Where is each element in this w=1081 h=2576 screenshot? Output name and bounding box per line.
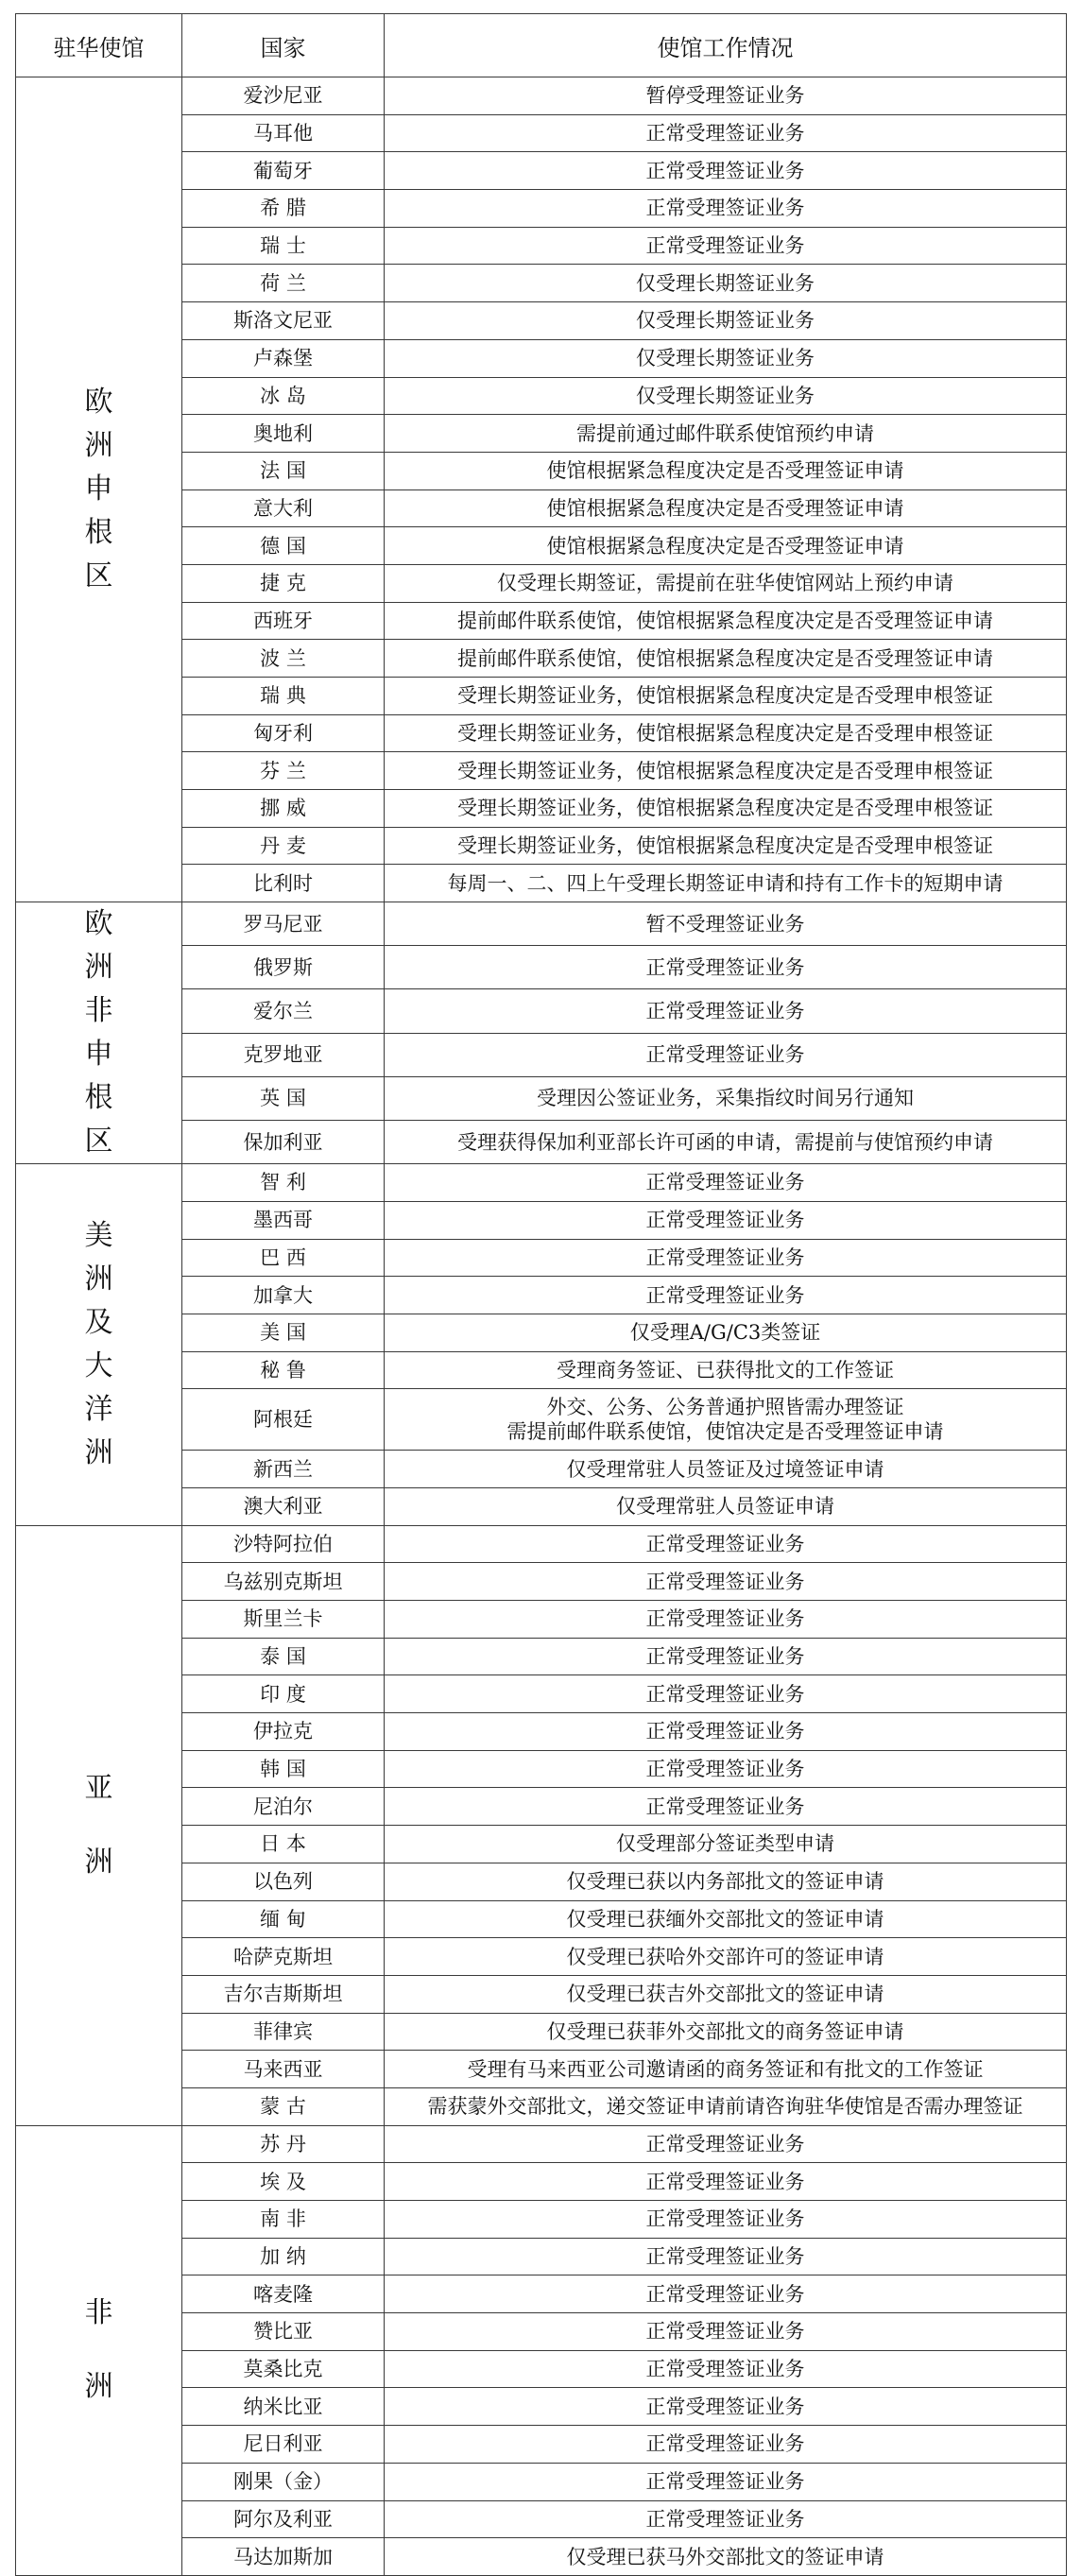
country-cell: 新西兰 [182, 1451, 385, 1488]
country-cell: 赞比亚 [182, 2313, 385, 2351]
status-cell: 受理获得保加利亚部长许可函的申请，需提前与使馆预约申请 [385, 1120, 1067, 1163]
country-cell: 捷 克 [182, 564, 385, 602]
country-cell: 印 度 [182, 1675, 385, 1713]
status-cell: 需获蒙外交部批文，递交签证申请前请咨询驻华使馆是否需办理签证 [385, 2087, 1067, 2125]
status-cell: 仅受理已获马外交部批文的签证申请 [385, 2538, 1067, 2576]
country-cell: 加拿大 [182, 1277, 385, 1314]
status-cell: 仅受理常驻人员签证及过境签证申请 [385, 1451, 1067, 1488]
status-cell: 正常受理签证业务 [385, 989, 1067, 1033]
status-cell: 正常受理签证业务 [385, 2275, 1067, 2313]
country-cell: 尼日利亚 [182, 2426, 385, 2464]
country-cell: 爱尔兰 [182, 989, 385, 1033]
status-cell: 受理长期签证业务，使馆根据紧急程度决定是否受理申根签证 [385, 827, 1067, 865]
status-cell: 仅受理已获缅外交部批文的签证申请 [385, 1900, 1067, 1938]
country-cell: 蒙 古 [182, 2087, 385, 2125]
status-cell: 使馆根据紧急程度决定是否受理签证申请 [385, 452, 1067, 489]
region-cell [16, 2125, 182, 2575]
country-cell: 希 腊 [182, 190, 385, 228]
country-cell: 克罗地亚 [182, 1033, 385, 1076]
country-cell: 乌兹别克斯坦 [182, 1563, 385, 1601]
country-cell: 哈萨克斯坦 [182, 1938, 385, 1976]
status-cell: 仅受理长期签证业务 [385, 265, 1067, 302]
status-cell: 正常受理签证业务 [385, 1201, 1067, 1239]
country-cell: 丹 麦 [182, 827, 385, 865]
table-body [16, 77, 1067, 2576]
status-cell: 正常受理签证业务 [385, 227, 1067, 265]
status-cell: 正常受理签证业务 [385, 1277, 1067, 1314]
status-cell: 提前邮件联系使馆，使馆根据紧急程度决定是否受理签证申请 [385, 640, 1067, 678]
country-cell: 德 国 [182, 527, 385, 565]
country-cell: 葡萄牙 [182, 152, 385, 190]
country-cell: 奥地利 [182, 415, 385, 453]
country-cell: 阿尔及利亚 [182, 2500, 385, 2538]
header-embassy: 驻华使馆 [16, 14, 182, 77]
country-cell: 澳大利亚 [182, 1487, 385, 1525]
country-cell: 喀麦隆 [182, 2275, 385, 2313]
region-cell [16, 1525, 182, 2125]
status-cell: 正常受理签证业务 [385, 946, 1067, 989]
status-cell: 仅受理长期签证业务 [385, 339, 1067, 377]
status-cell: 需提前通过邮件联系使馆预约申请 [385, 415, 1067, 453]
region-label: 亚洲 [84, 1771, 113, 1879]
status-cell: 仅受理A/G/C3类签证 [385, 1314, 1067, 1351]
country-cell: 匈牙利 [182, 714, 385, 752]
status-cell: 暂不受理签证业务 [385, 902, 1067, 946]
table-header [16, 14, 1067, 77]
country-cell: 智 利 [182, 1164, 385, 1202]
country-cell: 意大利 [182, 489, 385, 527]
country-cell: 沙特阿拉伯 [182, 1525, 385, 1563]
country-cell: 阿根廷 [182, 1389, 385, 1451]
region-cell [16, 902, 182, 1164]
status-cell: 正常受理签证业务 [385, 152, 1067, 190]
status-cell: 正常受理签证业务 [385, 2500, 1067, 2538]
table-row [16, 902, 1067, 946]
status-cell: 正常受理签证业务 [385, 2426, 1067, 2464]
country-cell: 巴 西 [182, 1239, 385, 1277]
region-cell [16, 77, 182, 902]
country-cell: 南 非 [182, 2201, 385, 2239]
country-cell: 马耳他 [182, 114, 385, 152]
country-cell: 芬 兰 [182, 752, 385, 790]
status-cell: 正常受理签证业务 [385, 1788, 1067, 1826]
status-cell: 正常受理签证业务 [385, 2163, 1067, 2201]
country-cell: 埃 及 [182, 2163, 385, 2201]
country-cell: 英 国 [182, 1076, 385, 1120]
country-cell: 俄罗斯 [182, 946, 385, 989]
status-cell: 正常受理签证业务 [385, 2125, 1067, 2163]
country-cell: 法 国 [182, 452, 385, 489]
country-cell: 加 纳 [182, 2238, 385, 2275]
status-cell: 仅受理部分签证类型申请 [385, 1826, 1067, 1863]
status-cell: 正常受理签证业务 [385, 2350, 1067, 2388]
table-row [16, 2125, 1067, 2163]
region-label: 欧洲非申根区 [84, 907, 113, 1159]
country-cell: 荷 兰 [182, 265, 385, 302]
status-cell: 正常受理签证业务 [385, 2201, 1067, 2239]
status-cell: 暂停受理签证业务 [385, 77, 1067, 115]
country-cell: 保加利亚 [182, 1120, 385, 1163]
status-cell: 正常受理签证业务 [385, 1033, 1067, 1076]
status-cell: 受理长期签证业务，使馆根据紧急程度决定是否受理申根签证 [385, 752, 1067, 790]
country-cell: 马来西亚 [182, 2051, 385, 2088]
status-cell: 正常受理签证业务 [385, 190, 1067, 228]
country-cell: 刚果（金） [182, 2463, 385, 2500]
status-cell: 仅受理已获哈外交部许可的签证申请 [385, 1938, 1067, 1976]
country-cell: 波 兰 [182, 640, 385, 678]
status-cell: 仅受理长期签证业务 [385, 377, 1067, 415]
country-cell: 爱沙尼亚 [182, 77, 385, 115]
status-cell: 正常受理签证业务 [385, 1638, 1067, 1675]
embassy-status-table [15, 13, 1067, 2576]
table-row [16, 77, 1067, 115]
country-cell: 莫桑比克 [182, 2350, 385, 2388]
country-cell: 斯洛文尼亚 [182, 302, 385, 340]
country-cell: 吉尔吉斯斯坦 [182, 1975, 385, 2013]
country-cell: 比利时 [182, 865, 385, 902]
header-country: 国家 [182, 14, 385, 77]
country-cell: 韩 国 [182, 1750, 385, 1788]
status-cell: 使馆根据紧急程度决定是否受理签证申请 [385, 489, 1067, 527]
status-cell: 提前邮件联系使馆，使馆根据紧急程度决定是否受理签证申请 [385, 602, 1067, 640]
country-cell: 冰 岛 [182, 377, 385, 415]
status-cell: 正常受理签证业务 [385, 1601, 1067, 1639]
country-cell: 伊拉克 [182, 1713, 385, 1751]
region-label: 欧洲申根区 [84, 386, 113, 593]
status-cell: 每周一、二、四上午受理长期签证申请和持有工作卡的短期申请 [385, 865, 1067, 902]
country-cell: 西班牙 [182, 602, 385, 640]
status-cell: 仅受理长期签证业务 [385, 302, 1067, 340]
table-row [16, 1164, 1067, 1202]
region-label: 美洲及大洋洲 [84, 1218, 113, 1469]
country-cell: 美 国 [182, 1314, 385, 1351]
country-cell: 瑞 典 [182, 678, 385, 715]
status-cell: 正常受理签证业务 [385, 1750, 1067, 1788]
country-cell: 卢森堡 [182, 339, 385, 377]
country-cell: 斯里兰卡 [182, 1601, 385, 1639]
status-cell: 受理有马来西亚公司邀请函的商务签证和有批文的工作签证 [385, 2051, 1067, 2088]
table-row [16, 1525, 1067, 1563]
country-cell: 罗马尼亚 [182, 902, 385, 946]
status-cell: 仅受理长期签证，需提前在驻华使馆网站上预约申请 [385, 564, 1067, 602]
status-cell: 正常受理签证业务 [385, 114, 1067, 152]
status-cell: 正常受理签证业务 [385, 2388, 1067, 2426]
status-cell: 仅受理已获吉外交部批文的签证申请 [385, 1975, 1067, 2013]
header-status: 使馆工作情况 [385, 14, 1067, 77]
status-cell: 仅受理已获菲外交部批文的商务签证申请 [385, 2013, 1067, 2051]
status-cell: 仅受理常驻人员签证申请 [385, 1487, 1067, 1525]
country-cell: 缅 甸 [182, 1900, 385, 1938]
status-cell: 受理长期签证业务，使馆根据紧急程度决定是否受理申根签证 [385, 678, 1067, 715]
country-cell: 秘 鲁 [182, 1351, 385, 1389]
country-cell: 马达加斯加 [182, 2538, 385, 2576]
country-cell: 尼泊尔 [182, 1788, 385, 1826]
region-label: 非洲 [84, 2296, 113, 2404]
status-cell: 正常受理签证业务 [385, 1563, 1067, 1601]
status-cell: 正常受理签证业务 [385, 2238, 1067, 2275]
status-cell: 使馆根据紧急程度决定是否受理签证申请 [385, 527, 1067, 565]
status-cell: 外交、公务、公务普通护照皆需办理签证 需提前邮件联系使馆，使馆决定是否受理签证申请 [385, 1389, 1067, 1451]
status-cell: 受理商务签证、已获得批文的工作签证 [385, 1351, 1067, 1389]
country-cell: 泰 国 [182, 1638, 385, 1675]
status-cell: 受理长期签证业务，使馆根据紧急程度决定是否受理申根签证 [385, 790, 1067, 828]
region-cell [16, 1164, 182, 1526]
country-cell: 菲律宾 [182, 2013, 385, 2051]
country-cell: 苏 丹 [182, 2125, 385, 2163]
status-cell: 正常受理签证业务 [385, 1239, 1067, 1277]
status-cell: 正常受理签证业务 [385, 1164, 1067, 1202]
status-cell: 正常受理签证业务 [385, 1525, 1067, 1563]
country-cell: 墨西哥 [182, 1201, 385, 1239]
status-cell: 正常受理签证业务 [385, 2313, 1067, 2351]
status-cell: 受理长期签证业务，使馆根据紧急程度决定是否受理申根签证 [385, 714, 1067, 752]
country-cell: 以色列 [182, 1863, 385, 1900]
country-cell: 挪 威 [182, 790, 385, 828]
status-cell: 正常受理签证业务 [385, 2463, 1067, 2500]
status-cell: 受理因公签证业务，采集指纹时间另行通知 [385, 1076, 1067, 1120]
country-cell: 瑞 士 [182, 227, 385, 265]
country-cell: 纳米比亚 [182, 2388, 385, 2426]
status-cell: 仅受理已获以内务部批文的签证申请 [385, 1863, 1067, 1900]
status-cell: 正常受理签证业务 [385, 1713, 1067, 1751]
status-cell: 正常受理签证业务 [385, 1675, 1067, 1713]
country-cell: 日 本 [182, 1826, 385, 1863]
header-row [16, 14, 1067, 77]
